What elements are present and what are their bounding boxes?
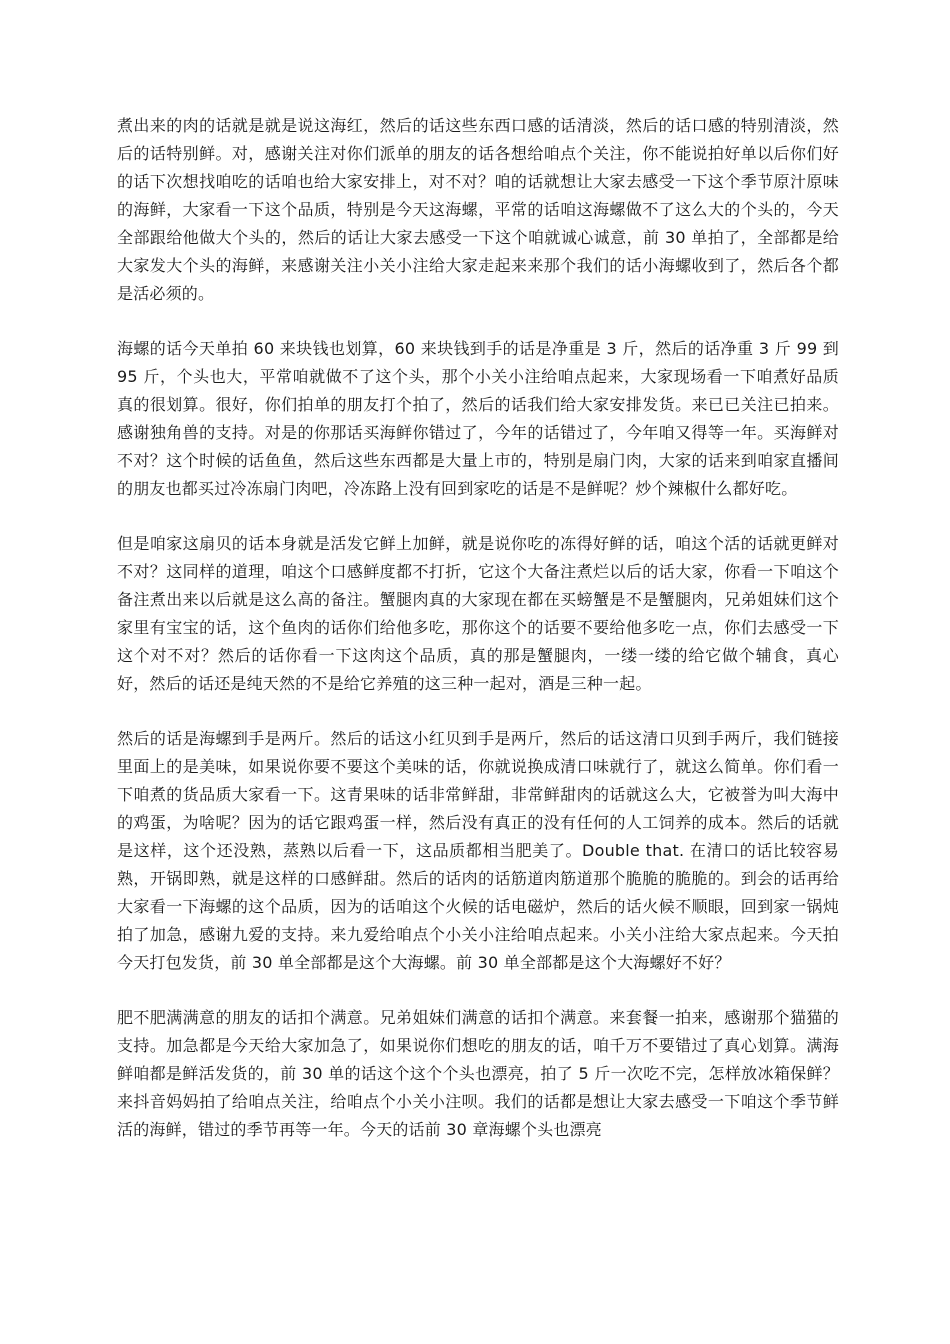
paragraph-2: 海螺的话今天单拍 60 来块钱也划算，60 来块钱到手的话是净重是 3 斤，然后的话净重 3 斤 99 到 95 斤，个头也大，平常咱就做不了这个头，那个小关小注给咱点起来，大家现场看一下咱煮好品质真的很划算。很好，你们拍单的朋友打个拍了，然后的话我们给大家安排发货。来已已关注已拍来。感谢独角兽的支持。对是的你那话买海鲜你错过了，今年的话错过了，今年咱又得等一年。买海鲜对不对？这个时候的话鱼鱼，然后这些东西都是大量上市的，特别是扇门肉，大家的话来到咱家直播间的朋友也都买过冷冻扇门肉吧，冷冻路上没有回到家吃的话是不是鲜呢？炒个辣椒什么都好吃。 [117, 339, 839, 498]
paragraph-4: 然后的话是海螺到手是两斤。然后的话这小红贝到手是两斤，然后的话这清口贝到手两斤，我们链接里面上的是美味，如果说你要不要这个美味的话，你就说换成清口味就行了，就这么简单。你们看一下咱煮的货品质大家看一下。这青果味的话非常鲜甜，非常鲜甜肉的话就这么大，它被誉为叫大海中的鸡蛋，为啥呢？因为的话它跟鸡蛋一样，然后没有真正的没有任何的人工饲养的成本。然后的话就是这样，这个还没熟，蒸熟以后看一下，这品质都相当肥美了。Double that. 在清口的话比较容易熟，开锅即熟，就是这样的口感鲜甜。然后的话肉的话筋道肉筋道那个脆脆的脆脆的。到会的话再给大家看一下海螺的这个品质，因为的话咱这个火候的话电磁炉，然后的话火候不顺眼，回到家一锅炖拍了加急，感谢九爱的支持。来九爱给咱点个小关小注给咱点起来。小关小注给大家点起来。今天拍今天打包发货，前 30 单全部都是这个大海螺。前 30 单全部都是这个大海螺好不好？ [117, 729, 839, 972]
paragraph-3: 但是咱家这扇贝的话本身就是活发它鲜上加鲜，就是说你吃的冻得好鲜的话，咱这个活的话就更鲜对不对？这同样的道理，咱这个口感鲜度都不打折，它这个大备注煮烂以后的话大家，你看一下咱这个备注煮出来以后就是这么高的备注。蟹腿肉真的大家现在都在买螃蟹是不是蟹腿肉，兄弟姐妹们这个家里有宝宝的话，这个鱼肉的话你们给他多吃，那你这个的话要不要给他多吃一点，你们去感受一下这个对不对？然后的话你看一下这肉这个品质，真的那是蟹腿肉，一缕一缕的给它做个辅食，真心好，然后的话还是纯天然的不是给它养殖的这三种一起对，酒是三种一起。 [117, 534, 839, 693]
paragraph-1: 煮出来的肉的话就是就是说这海红，然后的话这些东西口感的话清淡，然后的话口感的特别清淡，然后的话特别鲜。对，感谢关注对你们派单的朋友的话各想给咱点个关注，你不能说拍好单以后你们好的话下次想找咱吃的话咱也给大家安排上，对不对？咱的话就想让大家去感受一下这个季节原汁原味的海鲜，大家看一下这个品质，特别是今天这海螺，平常的话咱这海螺做不了这么大的个头的，今天全部跟给他做大个头的，然后的话让大家去感受一下这个咱就诚心诚意，前 30 单拍了，全部都是给大家发大个头的海鲜，来感谢关注小关小注给大家走起来来那个我们的话小海螺收到了，然后各个都是活必须的。 [117, 116, 839, 303]
document-body [117, 112, 839, 1171]
paragraph-5: 肥不肥满满意的朋友的话扣个满意。兄弟姐妹们满意的话扣个满意。来套餐一拍来，感谢那个猫猫的支持。加急都是今天给大家加急了，如果说你们想吃的朋友的话，咱千万不要错过了真心划算。满海鲜咱都是鲜活发货的，前 30 单的话这个这个个头也漂亮，拍了 5 斤一次吃不完，怎样放冰箱保鲜？来抖音妈妈拍了给咱点关注，给咱点个小关小注呗。我们的话都是想让大家去感受一下咱这个季节鲜活的海鲜，错过的季节再等一年。今天的话前 30 章海螺个头也漂亮 [117, 1008, 839, 1139]
